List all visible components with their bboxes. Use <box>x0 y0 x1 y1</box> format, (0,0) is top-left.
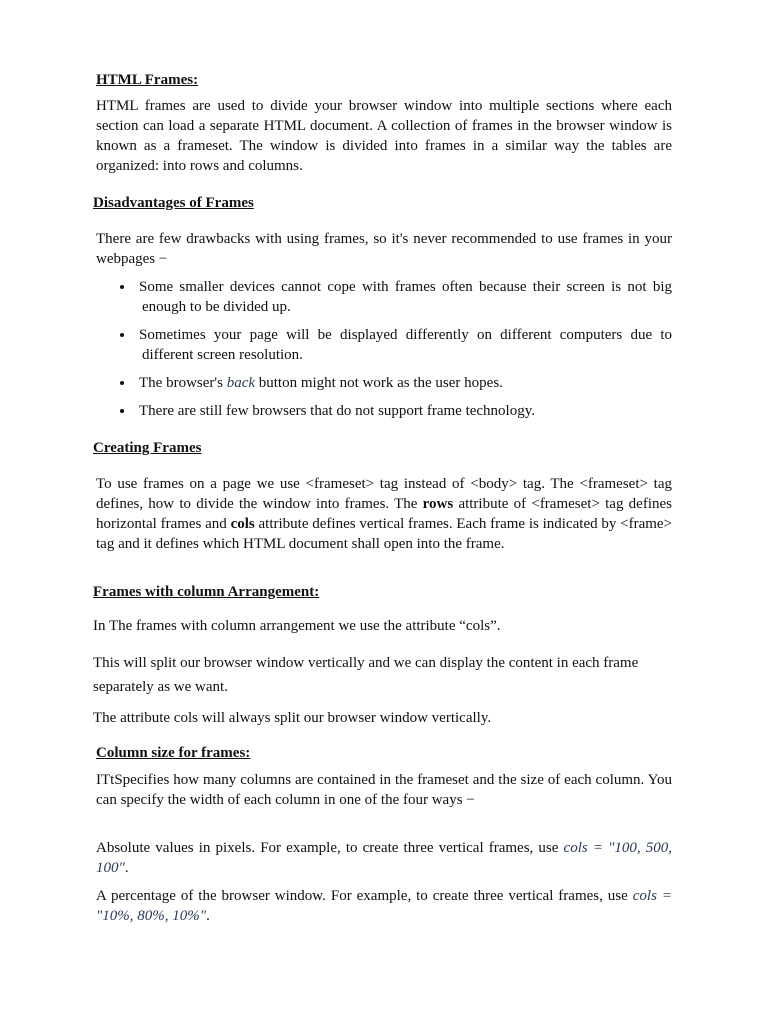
paragraph-disadvantages-intro: There are few drawbacks with using frames, so it's never recommended to use frames in your webpages − <box>96 231 672 267</box>
heading-html-frames: HTML Frames: <box>96 72 199 88</box>
cols-pixel-example: cols = "100, 500, 100" <box>96 840 672 876</box>
back-button-term: back <box>226 375 256 391</box>
heading-creating-frames: Creating Frames <box>93 440 202 456</box>
heading-column-size: Column size for frames: <box>96 745 251 761</box>
list-item-text: Some smaller devices cannot cope with frames often because their screen is not big enough to be divided up. <box>139 279 672 315</box>
bullet-icon <box>120 285 124 289</box>
rows-attribute: rows <box>422 496 454 512</box>
list-item <box>96 401 672 421</box>
paragraph-split-vertically: This will split our browser window vertically and we can display the content in each frame separately as we want. <box>93 655 639 695</box>
list-item-text: There are still few browsers that do not support frame technology. <box>139 403 535 419</box>
heading-disadvantages: Disadvantages of Frames <box>93 195 254 211</box>
paragraph-html-frames: HTML frames are used to divide your browser window into multiple sections where each section can load a separate HTML document. A collection of frames in the browser window is known as a frameset. The window is divided into frames in a similar way the tables are organized: into rows and columns. <box>96 98 672 174</box>
list-item-text: button might not work as the user hopes. <box>255 375 503 391</box>
bullet-icon <box>120 381 124 385</box>
paragraph-column-size: ITtSpecifies how many columns are contained in the frameset and the size of each column. You can specify the width of each column in one of the four ways − <box>96 772 672 808</box>
bullet-icon <box>120 409 124 413</box>
paragraph-percentage: A percentage of the browser window. For example, to create three vertical frames, use cols = "10%, 80%, 10%". <box>96 888 672 924</box>
list-item-text: Sometimes your page will be displayed differently on different computers due to different screen resolution. <box>139 327 672 363</box>
paragraph-absolute-values: Absolute values in pixels. For example, to create three vertical frames, use cols = "100, 500, 100". <box>96 840 672 876</box>
paragraph-cols-always-split: The attribute cols will always split our browser window vertically. <box>93 710 492 726</box>
bullet-icon <box>120 333 124 337</box>
list-item <box>96 277 672 317</box>
cols-percent-example: cols = "10%, 80%, 10%" <box>96 888 672 924</box>
paragraph-creating-frames: To use frames on a page we use <frameset> tag instead of <body> tag. The <frameset> tag defines, how to divide the window into frames. The rows attribute of <frameset> tag defines horizontal frames and cols attribute defines vertical frames. Each frame is indicated by <frame> tag and it defines which HTML document shall open into the frame. <box>96 476 673 552</box>
disadvantages-list <box>96 277 672 429</box>
list-item <box>96 373 672 393</box>
list-item-text: The browser's <box>139 375 227 391</box>
heading-column-arrangement: Frames with column Arrangement: <box>93 584 320 600</box>
list-item <box>96 325 672 365</box>
cols-attribute: cols <box>230 516 255 532</box>
paragraph-cols-attribute: In The frames with column arrangement we use the attribute “cols”. <box>93 618 501 634</box>
